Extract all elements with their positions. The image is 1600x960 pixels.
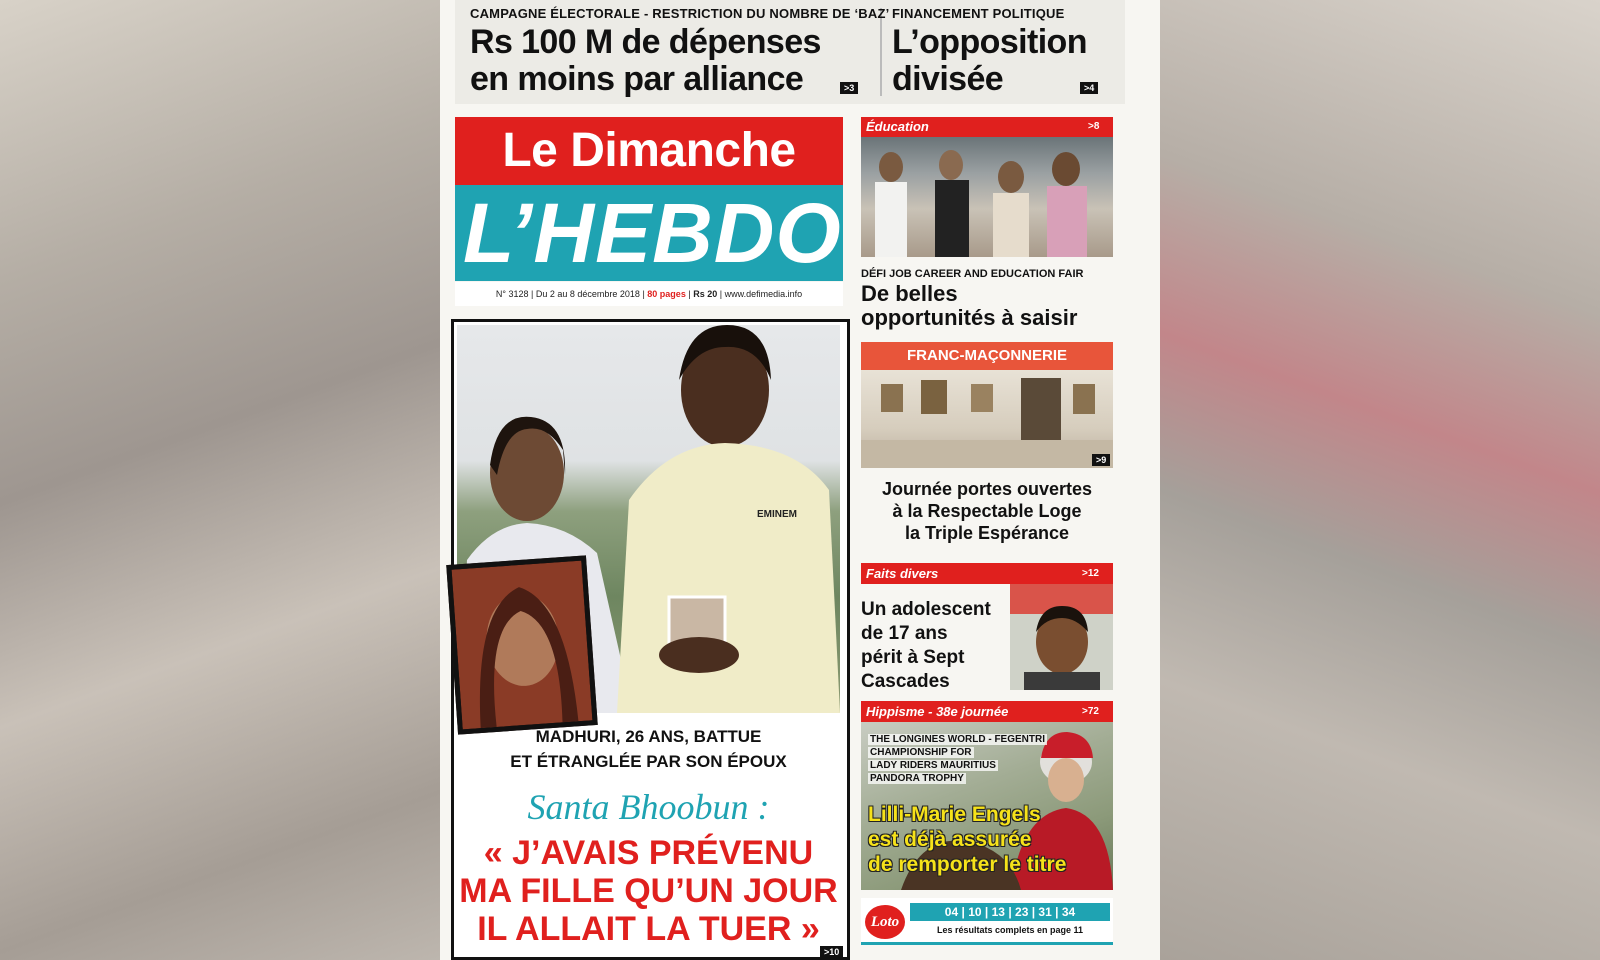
education-kicker: DÉFI JOB CAREER AND EDUCATION FAIR: [861, 268, 1084, 280]
education-crowd-illustration: [861, 137, 1113, 257]
masthead-title-line1: Le Dimanche: [502, 124, 796, 177]
education-title-line1[interactable]: De belles: [861, 281, 958, 306]
loto-separator: |: [1031, 905, 1036, 919]
franc-title-line1[interactable]: Journée portes ouvertes: [881, 479, 1093, 499]
top-story-1-kicker: CAMPAGNE ÉLECTORALE - RESTRICTION DU NOMBRE DE ‘BAZ’: [470, 6, 890, 21]
issue-dates: Du 2 au 8 décembre 2018: [535, 289, 640, 299]
education-photo[interactable]: [861, 137, 1113, 257]
franc-tag: FRANC-MAÇONNERIE: [907, 347, 1067, 364]
shirt-print: EMINEM: [757, 509, 797, 520]
loto-note[interactable]: Les résultats complets en page 11: [936, 925, 1084, 935]
top-story-2-headline-line2[interactable]: divisée: [892, 60, 1004, 98]
education-title-line2[interactable]: opportunités à saisir: [861, 305, 1078, 330]
hippisme-sub-line4: PANDORA TROPHY: [870, 773, 964, 784]
loto-number: 23: [1015, 905, 1029, 919]
man-body: [617, 443, 840, 713]
faits-title-line2[interactable]: de 17 ans: [861, 623, 948, 644]
hippisme-sub-line2: CHAMPIONSHIP FOR: [870, 747, 972, 758]
faits-tag: Faits divers: [866, 566, 939, 581]
hippisme-headline-line2[interactable]: est déjà assurée: [868, 828, 1032, 851]
website[interactable]: www.defimedia.info: [724, 289, 803, 299]
faits-page-ref: >12: [1082, 568, 1099, 579]
hippisme-sub-line3: LADY RIDERS MAURITIUS: [870, 760, 996, 771]
top-story-1-headline-line2[interactable]: en moins par alliance: [470, 60, 804, 98]
loto-number: 31: [1038, 905, 1052, 919]
newspaper-front-page: [440, 0, 1160, 960]
main-quote-line3[interactable]: IL ALLAIT LA TUER »: [477, 910, 820, 948]
hippisme-headline-line3[interactable]: de remporter le titre: [868, 853, 1067, 876]
info-separator: |: [719, 289, 723, 299]
top-story-1-page-ref: >3: [840, 82, 858, 94]
loto-separator: |: [1055, 905, 1059, 919]
top-story-2-kicker: FINANCEMENT POLITIQUE: [892, 6, 1065, 21]
page-count: 80 pages: [647, 289, 686, 299]
info-separator: |: [642, 289, 645, 299]
education-page-ref: >8: [1088, 121, 1100, 132]
girl-portrait-illustration: [452, 561, 593, 730]
loto-logo: Loto: [865, 905, 905, 939]
masthead-info-line: [455, 282, 843, 306]
top-strip-divider: [880, 8, 882, 96]
hippisme-tag: Hippisme - 38e journée: [866, 704, 1009, 719]
franc-page-ref: >9: [1092, 454, 1110, 466]
hippisme-headline-line1[interactable]: Lilli-Marie Engels: [868, 803, 1041, 826]
hippisme-page-ref: >72: [1082, 706, 1099, 717]
loto-number: 13: [991, 905, 1005, 919]
top-story-1-headline-line1[interactable]: Rs 100 M de dépenses: [470, 23, 821, 61]
faits-title-line1[interactable]: Un adolescent: [861, 599, 991, 620]
loto-number: 10: [968, 905, 982, 919]
loto-number: 34: [1061, 905, 1076, 919]
info-separator: |: [688, 289, 691, 299]
franc-photo[interactable]: [861, 370, 1113, 468]
faits-photo[interactable]: [1010, 584, 1113, 690]
issue-number: N° 3128: [495, 289, 529, 299]
loto-number: 04: [944, 905, 959, 919]
main-person-name: Santa Bhoobun :: [527, 787, 770, 827]
franc-title-line3[interactable]: la Triple Espérance: [904, 523, 1070, 543]
faits-title-line3[interactable]: périt à Sept: [861, 647, 965, 668]
loto-separator: |: [984, 905, 989, 919]
top-story-2-page-ref: >4: [1080, 82, 1098, 94]
loto-numbers-bar: [910, 903, 1110, 921]
main-story-page-ref: >10: [820, 946, 843, 958]
info-separator: |: [530, 289, 534, 299]
education-tag: Éducation: [866, 119, 929, 134]
main-quote-line2[interactable]: MA FILLE QU’UN JOUR: [459, 872, 838, 910]
lodge-interior-illustration: [861, 370, 1113, 468]
faits-title-line4[interactable]: Cascades: [861, 671, 950, 692]
blurred-background-right: [1160, 0, 1600, 960]
main-subhead-line2: ET ÉTRANGLÉE PAR SON ÉPOUX: [510, 752, 787, 771]
inset-portrait[interactable]: [446, 555, 598, 734]
masthead-title-line2: L’HEBDO: [463, 186, 842, 280]
hands: [659, 637, 739, 673]
top-story-2-headline-line1[interactable]: L’opposition: [892, 23, 1087, 61]
teen-portrait-illustration: [1010, 584, 1113, 690]
masthead: [455, 117, 843, 307]
main-quote-line1[interactable]: « J’AVAIS PRÉVENU: [483, 834, 814, 872]
hippisme-sub-line1: THE LONGINES WORLD - FEGENTRI: [870, 734, 1045, 745]
issue-price: Rs 20: [693, 289, 718, 299]
franc-title-line2[interactable]: à la Respectable Loge: [892, 501, 1082, 521]
blurred-background-left: [0, 0, 440, 960]
loto-separator: |: [961, 905, 965, 919]
main-subhead-line1: MADHURI, 26 ANS, BATTUE: [535, 727, 762, 746]
loto-separator: |: [1008, 905, 1012, 919]
